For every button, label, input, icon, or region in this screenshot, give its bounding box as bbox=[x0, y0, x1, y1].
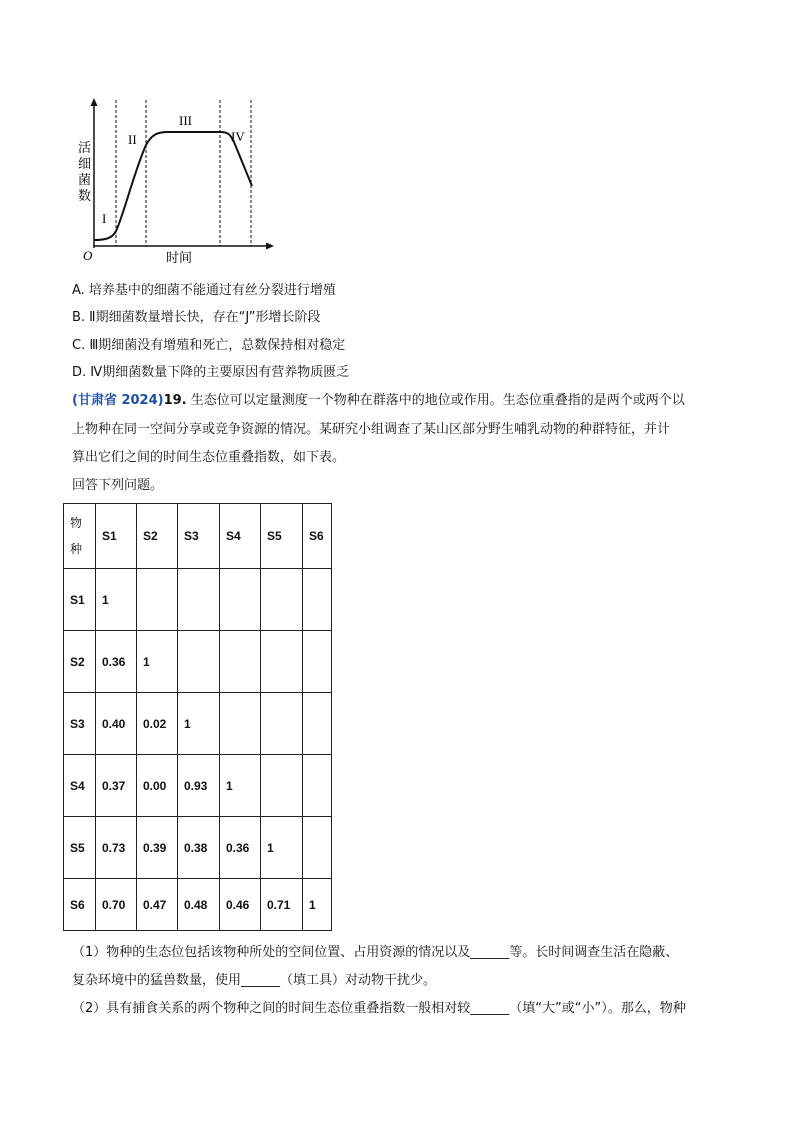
table-cell: 0.48 bbox=[178, 879, 220, 931]
table-cell bbox=[178, 569, 220, 631]
table-cell: 0.36 bbox=[220, 817, 261, 879]
question-source: (甘肃省 2024) bbox=[72, 393, 164, 408]
x-axis-label: 时间 bbox=[166, 251, 193, 266]
table-header-cell: S6 bbox=[303, 504, 332, 569]
table-cell: 1 bbox=[303, 879, 332, 931]
y-axis-label-char-4: 数 bbox=[78, 189, 92, 204]
question-number: 19. bbox=[163, 393, 187, 408]
y-axis-label-char-1: 活 bbox=[78, 141, 92, 156]
table-cell: 0.93 bbox=[178, 755, 220, 817]
question-19-line-4: 回答下列问题。 bbox=[72, 478, 164, 493]
table-header-cell: S2 bbox=[137, 504, 178, 569]
table-cell: 0.47 bbox=[137, 879, 178, 931]
table-cell: 0.73 bbox=[96, 817, 137, 879]
table-cell: 0.71 bbox=[261, 879, 303, 931]
sub-question-2-line-1: （2）具有捕食关系的两个物种之间的时间生态位重叠指数一般相对较______（填“大”或“小”）。那么，物种 bbox=[72, 1001, 686, 1016]
table-row-label: S5 bbox=[64, 817, 96, 879]
question-19-line-2: 上物种在同一空间分享或竞争资源的情况。某研究小组调查了某山区部分野生哺乳动物的种群特征，并计 bbox=[72, 422, 671, 437]
table-header-cell: S5 bbox=[261, 504, 303, 569]
table-row-label: S4 bbox=[64, 755, 96, 817]
table-row-label: S2 bbox=[64, 631, 96, 693]
table-cell bbox=[303, 755, 332, 817]
table-cell: 0.02 bbox=[137, 693, 178, 755]
table-row bbox=[64, 693, 332, 755]
table-cell bbox=[220, 693, 261, 755]
bacterial-growth-curve-figure bbox=[70, 90, 280, 270]
y-axis-label-char-3: 菌 bbox=[78, 173, 92, 188]
phase-label-3: III bbox=[179, 113, 192, 128]
table-cell: 0.46 bbox=[220, 879, 261, 931]
origin-label: O bbox=[83, 248, 93, 263]
table-header-cell: S3 bbox=[178, 504, 220, 569]
table-row-label: S1 bbox=[64, 569, 96, 631]
table-cell: 0.70 bbox=[96, 879, 137, 931]
sub-question-1-line-1: （1）物种的生态位包括该物种所处的空间位置、占用资源的情况以及______等。长时间调查生活在隐蔽、 bbox=[72, 945, 679, 960]
table-cell: 0.36 bbox=[96, 631, 137, 693]
phase-label-4: IV bbox=[231, 129, 245, 144]
table-cell bbox=[261, 569, 303, 631]
table-header-cell: S1 bbox=[96, 504, 137, 569]
table-cell bbox=[261, 631, 303, 693]
table-cell bbox=[137, 569, 178, 631]
table-cell bbox=[303, 631, 332, 693]
option-d: D. Ⅳ期细菌数量下降的主要原因有营养物质匮乏 bbox=[72, 365, 350, 380]
table-row-label: S6 bbox=[64, 879, 96, 931]
table-row bbox=[64, 569, 332, 631]
y-axis-arrow bbox=[91, 98, 98, 106]
table-cell: 0.37 bbox=[96, 755, 137, 817]
table-cell: 0.39 bbox=[137, 817, 178, 879]
option-c: C. Ⅲ期细菌没有增殖和死亡，总数保持相对稳定 bbox=[72, 338, 346, 353]
table-row-label: S3 bbox=[64, 693, 96, 755]
question-text-1: 生态位可以定量测度一个物种在群落中的地位或作用。生态位重叠指的是两个或两个以 bbox=[186, 393, 685, 408]
sub-question-1-line-2: 复杂环境中的猛兽数量，使用______（填工具）对动物干扰少。 bbox=[72, 973, 437, 988]
table-row bbox=[64, 631, 332, 693]
phase-label-2: II bbox=[128, 132, 137, 147]
table-cell bbox=[303, 693, 332, 755]
option-a: A. 培养基中的细菌不能通过有丝分裂进行增殖 bbox=[72, 283, 336, 298]
table-row bbox=[64, 879, 332, 931]
phase-label-1: I bbox=[102, 211, 107, 226]
table-cell bbox=[303, 569, 332, 631]
table-cell bbox=[220, 569, 261, 631]
option-b: B. Ⅱ期细菌数量增长快，存在“J”形增长阶段 bbox=[72, 310, 321, 325]
table-cell: 1 bbox=[261, 817, 303, 879]
table-cell: 1 bbox=[96, 569, 137, 631]
table-cell bbox=[303, 817, 332, 879]
table-header-cell: S4 bbox=[220, 504, 261, 569]
table-cell: 1 bbox=[220, 755, 261, 817]
table-cell: 0.40 bbox=[96, 693, 137, 755]
table-cell bbox=[220, 631, 261, 693]
table-cell bbox=[261, 755, 303, 817]
table-cell: 1 bbox=[178, 693, 220, 755]
table-cell: 0.38 bbox=[178, 817, 220, 879]
table-cell bbox=[261, 693, 303, 755]
x-axis-arrow bbox=[266, 243, 274, 250]
table-cell: 0.00 bbox=[137, 755, 178, 817]
question-19-line-3: 算出它们之间的时间生态位重叠指数，如下表。 bbox=[72, 450, 346, 465]
table-row bbox=[64, 817, 332, 879]
table-cell: 1 bbox=[137, 631, 178, 693]
growth-curve bbox=[94, 132, 252, 240]
table-cell bbox=[178, 631, 220, 693]
y-axis-label-char-2: 细 bbox=[78, 157, 92, 172]
table-header-row bbox=[64, 504, 332, 569]
table-row bbox=[64, 755, 332, 817]
table-corner-cell bbox=[64, 504, 96, 569]
niche-overlap-table bbox=[63, 503, 332, 931]
question-19-line-1 bbox=[72, 392, 685, 410]
table-corner-label: 物种 bbox=[70, 516, 83, 556]
